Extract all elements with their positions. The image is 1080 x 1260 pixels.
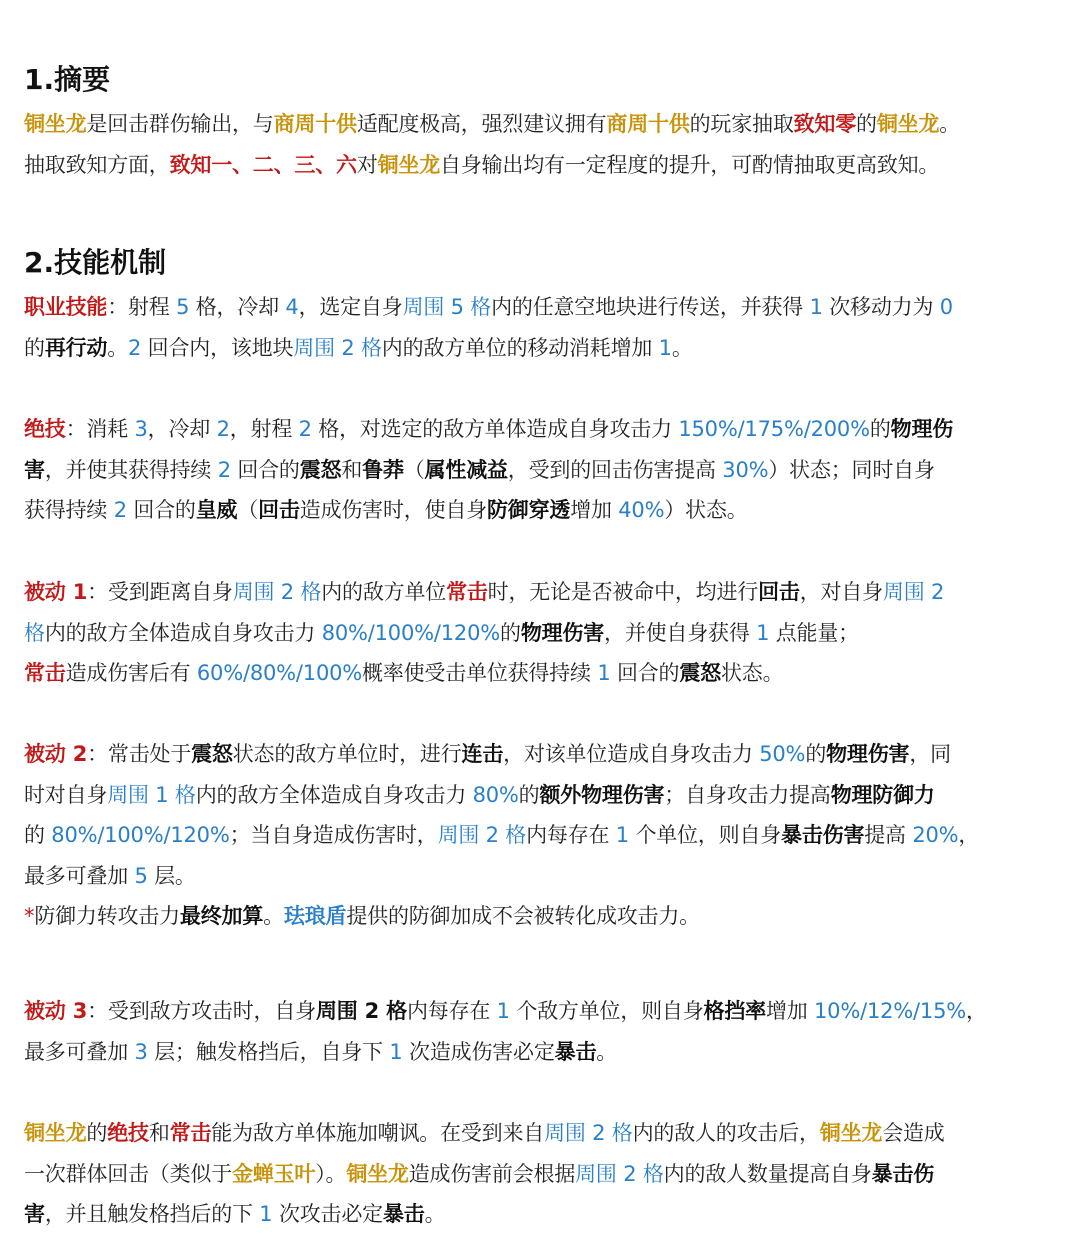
text-run: 造成伤害时，使自身 — [299, 498, 487, 522]
numeric-value: 周围 2 格 — [437, 823, 527, 847]
keyword: 再行动 — [44, 335, 108, 360]
keyword: 暴击 — [554, 1039, 597, 1064]
numeric-value: 20% — [912, 823, 959, 847]
numeric-value: 0 — [939, 295, 953, 319]
text-run: ，选定自身 — [298, 295, 403, 319]
text-run: ，受到的回击伤害提高 — [507, 457, 723, 482]
text-run: 个敌方单位，则自身 — [509, 999, 704, 1023]
text-run: 时，无论是否被命中，均进行 — [487, 580, 759, 604]
text-run: ，射程 — [229, 417, 299, 441]
text-run: （ — [403, 457, 425, 482]
keyword: 害 — [24, 1202, 45, 1226]
text-run: 格，对选定的敌方单体造成自身攻击力 — [311, 417, 679, 441]
text-run: 回合的 — [126, 498, 196, 522]
text-run: 提供的防御加成不会被转化成攻击力。 — [346, 904, 700, 928]
text-run: 。 — [939, 112, 961, 136]
numeric-value: 3 — [134, 1039, 148, 1064]
text-run: 内的敌人的攻击后， — [632, 1121, 820, 1145]
highlight-name: 铜坐龙 — [377, 152, 441, 177]
numeric-value: 2 — [216, 417, 230, 441]
text-run: 内的敌人数量提高自身 — [663, 1161, 872, 1186]
text-run: 造成伤害前会根据 — [408, 1161, 576, 1186]
text-run: 的 — [518, 782, 540, 807]
keyword: 回击 — [758, 580, 800, 604]
keyword: 暴击伤害 — [781, 823, 865, 847]
keyword: 震怒 — [679, 661, 721, 685]
text-run: 会造成 — [882, 1121, 945, 1145]
keyword: 连击 — [461, 742, 504, 766]
text-run: 次造成伤害必定 — [402, 1039, 555, 1064]
text-run: 状态的敌方单位时，进行 — [232, 742, 462, 766]
text-line — [24, 328, 1064, 369]
text-line — [24, 409, 1064, 450]
highlight-name: 铜坐龙 — [24, 112, 87, 136]
text-run: 和 — [148, 1121, 170, 1145]
numeric-value: 2 — [113, 498, 127, 522]
text-run: 状态。 — [720, 661, 784, 685]
text-run: 最多可叠加 — [24, 1039, 135, 1064]
text-run: 内的敌方单位的移动消耗增加 — [381, 335, 659, 360]
text-run: ；自身攻击力提高 — [664, 782, 831, 807]
text-line — [24, 896, 1064, 937]
numeric-value: 1 — [389, 1039, 403, 1064]
keyword: 防御穿透 — [486, 498, 571, 522]
keyword: 格挡率 — [703, 999, 766, 1023]
text-run: 的玩家抽取 — [689, 112, 794, 136]
text-run: ）状态；同时自身 — [768, 457, 935, 482]
text-line — [24, 856, 1064, 897]
text-run: 最多可叠加 — [24, 863, 135, 888]
text-run: 次移动力为 — [822, 295, 940, 319]
keyword: 震怒 — [299, 457, 342, 482]
numeric-value: 2 — [217, 457, 231, 482]
summary-paragraph — [24, 104, 1064, 185]
numeric-value: 5 — [176, 295, 190, 319]
text-run: ，并使其获得持续 — [44, 457, 218, 482]
text-line — [24, 815, 1064, 856]
text-run: 层；触发格挡后，自身下 — [147, 1039, 390, 1064]
text-line — [24, 1113, 1064, 1154]
text-run: ，对该单位造成自身攻击力 — [503, 742, 760, 766]
numeric-value: 1 — [615, 823, 629, 847]
text-run: 的 — [24, 823, 52, 847]
keyword: 物理伤害 — [826, 742, 910, 766]
keyword: 震怒 — [191, 742, 233, 766]
text-run: 的 — [86, 1121, 108, 1145]
text-run: 的 — [24, 335, 45, 360]
keyword: 额外物理伤害 — [539, 782, 665, 807]
text-run: 是回击群伤输出，与 — [86, 112, 274, 136]
highlight-name: 铜坐龙 — [876, 112, 940, 136]
text-run: 适配度极高，强烈建议拥有 — [356, 112, 607, 136]
text-run: 。 — [596, 1039, 618, 1064]
text-line — [24, 104, 1064, 145]
text-run: ，并且触发格挡后的下 — [44, 1202, 260, 1226]
text-run: ，并使自身获得 — [604, 620, 757, 645]
passive-2-paragraph — [24, 734, 1064, 937]
text-run: 造成伤害后有 — [65, 661, 197, 685]
text-run: 的 — [805, 742, 827, 766]
highlight-name: 铜坐龙 — [24, 1121, 87, 1145]
numeric-value: 4 — [285, 295, 299, 319]
text-run: ：受到敌方攻击时，自身 — [87, 999, 316, 1023]
text-line — [24, 653, 1064, 694]
text-run: 。 — [107, 335, 129, 360]
text-run: 内每存在 — [406, 999, 497, 1023]
text-run: ， — [958, 823, 980, 847]
highlight-term: 绝技 — [107, 1121, 149, 1145]
text-run: ，冷却 — [147, 417, 217, 441]
job-skill-paragraph — [24, 287, 1064, 368]
highlight-name: 铜坐龙 — [819, 1121, 883, 1145]
numeric-value: 5 — [134, 863, 148, 888]
numeric-value: 30% — [722, 457, 769, 482]
numeric-value: 1 — [756, 620, 770, 645]
ultimate-skill-paragraph — [24, 409, 1064, 531]
highlight-item: 珐琅盾 — [283, 904, 347, 928]
highlight-term: 被动 1 — [24, 580, 88, 604]
text-run: 概率使受击单位获得持续 — [362, 661, 598, 685]
text-run: 时对自身 — [24, 782, 108, 807]
text-run: 内的敌方单位 — [321, 580, 447, 604]
highlight-term: 常击 — [446, 580, 488, 604]
numeric-value: 周围 2 — [882, 580, 945, 604]
text-run: ；当自身造成伤害时， — [229, 823, 438, 847]
text-line — [24, 991, 1064, 1032]
text-run: 能为敌方单体施加嘲讽。在受到来自 — [211, 1121, 545, 1145]
text-run: 的 — [856, 112, 877, 136]
text-line — [24, 572, 1064, 613]
section-heading-summary: 1.摘要 — [24, 63, 111, 96]
text-run: ，对自身 — [799, 580, 883, 604]
numeric-value: 周围 2 格 — [293, 335, 382, 360]
text-run: 和 — [341, 457, 363, 482]
text-line — [24, 775, 1064, 816]
numeric-value: 1 — [259, 1202, 273, 1226]
numeric-value: 周围 1 格 — [107, 782, 196, 807]
numeric-value: 50% — [759, 742, 806, 766]
text-run: 回合的 — [230, 457, 300, 482]
text-run: ：受到距离自身 — [87, 580, 233, 604]
text-run: （ — [237, 498, 259, 522]
numeric-value: 80%/100%/120% — [51, 823, 230, 847]
highlight-term: 被动 2 — [24, 742, 88, 766]
text-run: 。 — [263, 904, 284, 928]
keyword: 属性减益 — [424, 457, 508, 482]
keyword: 回击 — [258, 498, 300, 522]
numeric-value: 150%/175%/200% — [678, 417, 870, 441]
keyword: 周围 2 格 — [315, 999, 407, 1023]
text-run: 获得持续 — [24, 498, 114, 522]
text-run: 内的敌方全体造成自身攻击力 — [195, 782, 473, 807]
text-run: 。 — [424, 1202, 446, 1226]
text-run: ：消耗 — [65, 417, 135, 441]
keyword: 皇威 — [195, 498, 238, 522]
highlight-term: 被动 3 — [24, 999, 88, 1023]
text-run: 内每存在 — [526, 823, 616, 847]
text-run: ，同 — [909, 742, 951, 766]
text-run: 增加 — [765, 999, 815, 1023]
numeric-value: 1 — [658, 335, 672, 360]
numeric-value: 10%/12%/15% — [814, 999, 966, 1023]
numeric-value: 60%/80%/100% — [196, 661, 363, 685]
numeric-value: 3 — [134, 417, 148, 441]
text-run: 一次群体回击（类似于 — [24, 1161, 232, 1186]
text-run: 防御力转攻击力 — [34, 904, 180, 928]
numeric-value: 周围 2 格 — [575, 1161, 664, 1186]
highlight-term: 绝技 — [24, 417, 66, 441]
text-run: 内的敌方全体造成自身攻击力 — [44, 620, 322, 645]
text-line — [24, 1194, 1064, 1235]
text-line — [24, 734, 1064, 775]
text-run: 次攻击必定 — [272, 1202, 383, 1226]
highlight-term: 致知零 — [793, 112, 857, 136]
numeric-value: 格 — [24, 620, 45, 645]
highlight-name: 商周十供 — [606, 112, 690, 136]
passive-3-paragraph — [24, 991, 1064, 1072]
numeric-value: 80%/100%/120% — [321, 620, 500, 645]
footnote-mark: * — [24, 904, 35, 928]
numeric-value: 周围 5 格 — [402, 295, 492, 319]
text-line — [24, 490, 1064, 531]
text-run: 的 — [869, 417, 891, 441]
highlight-term: 职业技能 — [24, 295, 108, 319]
text-run: 格，冷却 — [189, 295, 286, 319]
keyword: 鲁莽 — [362, 457, 404, 482]
text-run: 的 — [500, 620, 521, 645]
highlight-term: 常击 — [169, 1121, 212, 1145]
section-heading-skill-mechanics: 2.技能机制 — [24, 246, 167, 279]
text-line — [24, 613, 1064, 654]
keyword: 最终加算 — [179, 904, 264, 928]
highlight-name: 金蝉玉叶 — [232, 1161, 316, 1186]
numeric-value: 周围 2 格 — [544, 1121, 633, 1145]
highlight-name: 商周十供 — [273, 112, 357, 136]
numeric-value: 周围 2 格 — [232, 580, 322, 604]
text-run: 自身输出均有一定程度的提升，可酌情抽取更高致知。 — [440, 152, 940, 177]
numeric-value: 1 — [496, 999, 510, 1023]
numeric-value: 40% — [618, 498, 665, 522]
keyword: 暴击伤 — [871, 1161, 935, 1186]
text-run: 对 — [356, 152, 378, 177]
text-run: ， — [966, 999, 987, 1023]
passive-1-paragraph — [24, 572, 1064, 694]
text-run: 层。 — [147, 863, 196, 888]
text-run: 。 — [671, 335, 693, 360]
keyword: 物理伤害 — [520, 620, 605, 645]
text-run: 提高 — [864, 823, 913, 847]
keyword: 物理防御力 — [830, 782, 935, 807]
highlight-term: 常击 — [24, 661, 66, 685]
text-run: ）状态。 — [664, 498, 748, 522]
text-run: ：常击处于 — [87, 742, 192, 766]
text-run: ）。 — [315, 1161, 347, 1186]
text-run: 回合内，该地块 — [141, 335, 294, 360]
keyword: 暴击 — [382, 1202, 425, 1226]
text-run: 增加 — [570, 498, 619, 522]
numeric-value: 1 — [597, 661, 611, 685]
highlight-name: 铜坐龙 — [346, 1161, 409, 1186]
text-line — [24, 145, 1064, 186]
text-line — [24, 1154, 1064, 1195]
text-run: 内的任意空地块进行传送，并获得 — [491, 295, 810, 319]
text-run: ：射程 — [107, 295, 177, 319]
text-run: 回合的 — [610, 661, 680, 685]
keyword: 物理伤 — [890, 417, 954, 441]
numeric-value: 2 — [298, 417, 312, 441]
numeric-value: 80% — [472, 782, 519, 807]
text-line — [24, 1032, 1064, 1073]
text-line — [24, 287, 1064, 328]
text-run: 抽取致知方面， — [24, 152, 170, 177]
highlight-term: 致知一、二、三、六 — [169, 152, 357, 177]
numeric-value: 2 — [128, 335, 142, 360]
numeric-value: 1 — [809, 295, 823, 319]
text-line — [24, 450, 1064, 491]
text-run: 个单位，则自身 — [628, 823, 782, 847]
text-run: 点能量； — [769, 620, 859, 645]
character-summary-paragraph — [24, 1113, 1064, 1235]
keyword: 害 — [24, 457, 45, 482]
